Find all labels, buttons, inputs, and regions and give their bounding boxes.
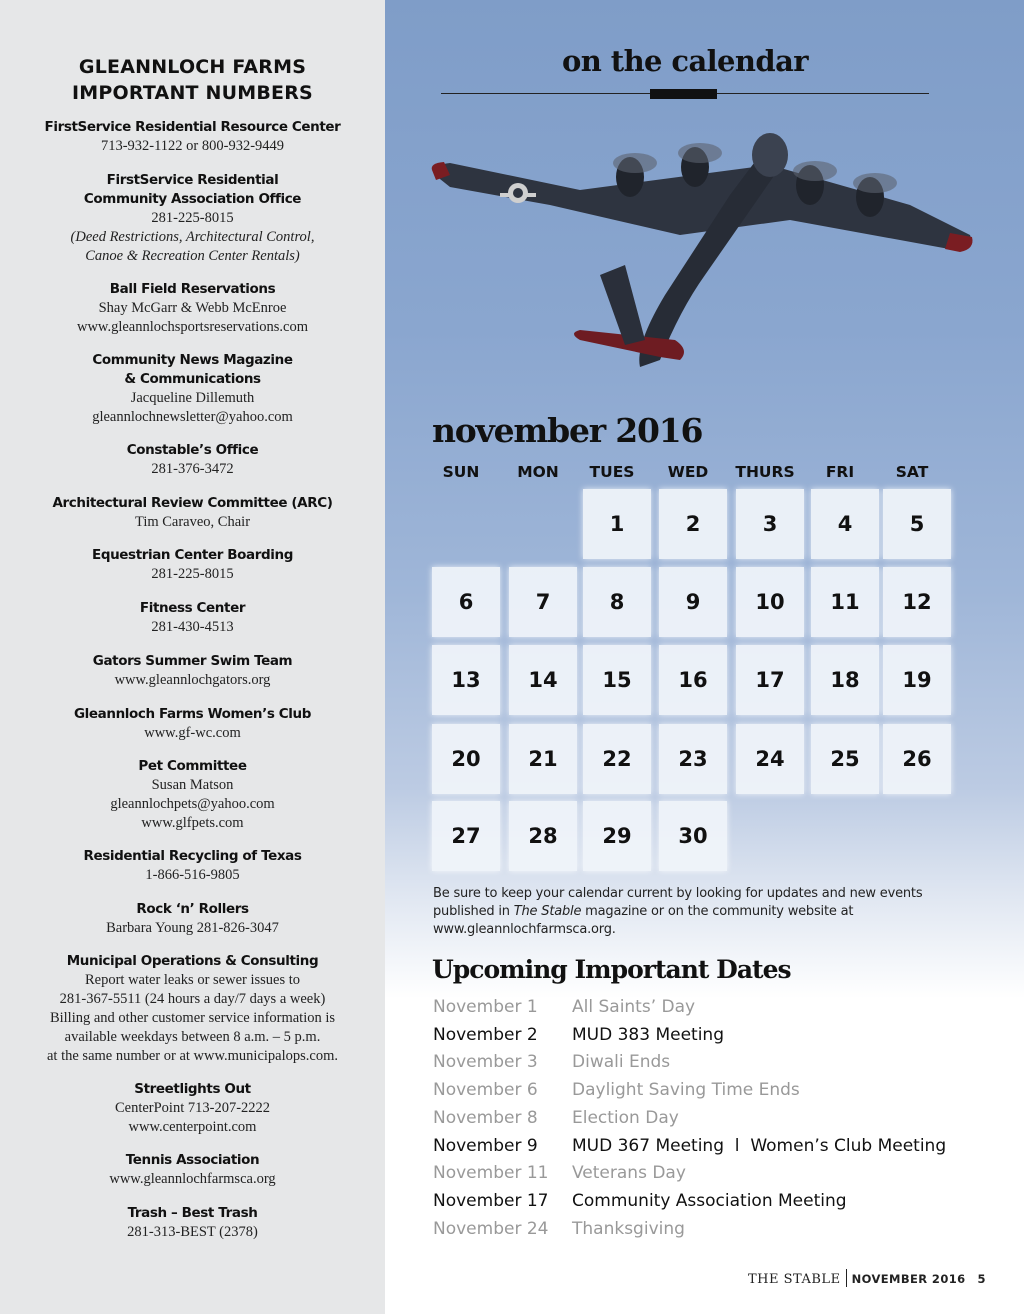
contact-entry [0, 952, 405, 1066]
contact-name: Community News Magazine [92, 352, 293, 368]
calendar-day: 28 [509, 801, 577, 871]
contact-entry [0, 847, 405, 885]
calendar-day: 29 [583, 801, 651, 871]
bomber-airplane-photo [430, 125, 975, 390]
weekday-label: TUES [589, 463, 635, 481]
event-name: Daylight Saving Time Ends [572, 1080, 800, 1101]
contact-entry [0, 494, 405, 532]
weekday-label: MON [517, 463, 559, 481]
event-name: Diwali Ends [572, 1052, 671, 1073]
contact-detail: 281-376-3472 [151, 461, 234, 477]
contact-detail: 281-313-BEST (2378) [127, 1224, 258, 1240]
calendar-day: 16 [659, 645, 727, 715]
calendar-day: 20 [432, 724, 500, 794]
contact-name-cont: Community Association Office [83, 191, 302, 207]
contact-entry [0, 1151, 405, 1189]
event-row [433, 1191, 993, 1217]
footer-issue: NOVEMBER 2016 [851, 1272, 966, 1286]
calendar-day: 5 [883, 489, 951, 559]
calendar-note-publication: The Stable [513, 904, 582, 919]
page-title: on the calendar [562, 44, 808, 78]
calendar-month-title: november 2016 [432, 411, 703, 450]
contact-detail: Report water leaks or sewer issues to [84, 972, 301, 988]
event-date: November 6 [433, 1080, 538, 1101]
contact-entry [0, 599, 405, 637]
contact-detail: Billing and other customer service information is [49, 1010, 336, 1026]
event-date: November 24 [433, 1218, 549, 1239]
event-row [433, 1108, 993, 1134]
event-row [433, 1163, 993, 1189]
event-row [433, 1052, 993, 1078]
contact-name: Fitness Center [139, 600, 246, 616]
event-date: November 17 [433, 1190, 549, 1211]
contact-name: FirstService Residential [106, 172, 279, 188]
event-date: November 1 [433, 997, 538, 1017]
contact-entry [0, 900, 405, 938]
calendar-day: 21 [509, 724, 577, 794]
contact-detail: www.gleannlochgators.org [114, 672, 271, 688]
contact-entry [0, 546, 405, 584]
contact-detail: 1-866-516-9805 [145, 867, 240, 883]
event-row [433, 1136, 993, 1162]
contact-name: Ball Field Reservations [109, 281, 276, 297]
sidebar-heading-line1: GLEANNLOCH FARMS [78, 56, 307, 78]
contact-entry [0, 280, 405, 337]
contact-name: Constable’s Office [126, 442, 259, 458]
footer-separator [846, 1269, 847, 1287]
event-name: Veterans Day [572, 1163, 686, 1184]
contact-name: Equestrian Center Boarding [92, 547, 293, 563]
event-name: MUD 367 Meeting l Women’s Club Meeting [572, 1135, 947, 1156]
contact-detail: www.glfpets.com [141, 815, 244, 831]
calendar-day: 22 [583, 724, 651, 794]
contact-detail: www.centerpoint.com [128, 1119, 257, 1135]
contact-detail: gleannlochpets@yahoo.com [110, 796, 275, 812]
calendar-note-text: Be sure to keep your calendar current by looking for updates and new events published in [433, 886, 923, 919]
contact-name: Pet Committee [138, 758, 247, 774]
contact-entry [0, 171, 405, 266]
contact-detail: gleannlochnewsletter@yahoo.com [92, 409, 293, 425]
contact-entry [0, 652, 405, 690]
calendar-day: 4 [811, 489, 879, 559]
event-name: Thanksgiving [572, 1218, 685, 1239]
calendar-note-text-end: magazine or on the community website at www.gleannlochfarmsca.org. [433, 904, 854, 937]
contact-detail: Shay McGarr & Webb McEnroe [98, 300, 287, 316]
event-name: Election Day [572, 1107, 679, 1128]
calendar-day: 30 [659, 801, 727, 871]
calendar-day: 11 [811, 567, 879, 637]
footer-page-number: 5 [977, 1272, 986, 1286]
sidebar-heading [0, 54, 385, 106]
calendar-day: 17 [736, 645, 804, 715]
contact-entry [0, 118, 405, 156]
contact-name: Gators Summer Swim Team [92, 653, 293, 669]
event-name: Community Association Meeting [572, 1190, 847, 1211]
calendar-day: 9 [659, 567, 727, 637]
contact-name: Architectural Review Committee (ARC) [52, 495, 333, 511]
calendar-day: 25 [811, 724, 879, 794]
event-date: November 9 [433, 1135, 538, 1156]
contact-entry [0, 757, 405, 833]
contact-name: Trash – Best Trash [127, 1205, 258, 1221]
contact-entry [0, 1204, 405, 1242]
calendar-day: 26 [883, 724, 951, 794]
calendar-day: 1 [583, 489, 651, 559]
weekday-label: THURS [735, 463, 795, 481]
calendar-day: 10 [736, 567, 804, 637]
event-date: November 11 [433, 1163, 549, 1184]
contact-name: Residential Recycling of Texas [83, 848, 302, 864]
event-date: November 2 [433, 1024, 538, 1045]
contact-detail: Jacqueline Dillemuth [130, 390, 255, 406]
contact-name: FirstService Residential Resource Center [44, 119, 341, 135]
contact-detail: 281-430-4513 [151, 619, 234, 635]
contact-name: Tennis Association [125, 1152, 260, 1168]
contact-detail: at the same number or at www.municipalops.com. [47, 1048, 338, 1064]
sidebar-heading-line2: IMPORTANT NUMBERS [72, 82, 313, 104]
event-name: All Saints’ Day [572, 997, 696, 1017]
calendar-day: 18 [811, 645, 879, 715]
calendar-day: 19 [883, 645, 951, 715]
event-row [433, 1080, 993, 1106]
calendar-day: 27 [432, 801, 500, 871]
contact-detail: 281-225-8015 [151, 566, 234, 582]
contact-detail: www.gf-wc.com [144, 725, 241, 741]
contact-name: Streetlights Out [134, 1081, 251, 1097]
event-date: November 3 [433, 1052, 538, 1073]
event-row [433, 1219, 993, 1245]
calendar-day: 2 [659, 489, 727, 559]
contact-entry [0, 705, 405, 743]
calendar-day: 14 [509, 645, 577, 715]
weekday-label: SUN [442, 463, 480, 481]
contact-name-cont: & Communications [124, 371, 261, 387]
contact-detail: 281-367-5511 (24 hours a day/7 days a week) [59, 991, 326, 1007]
contact-detail: Barbara Young 281-826-3047 [106, 920, 279, 936]
calendar-day: 8 [583, 567, 651, 637]
contact-detail: www.gleannlochfarmsca.org [109, 1171, 276, 1187]
calendar-day: 13 [432, 645, 500, 715]
contact-name: Gleannloch Farms Women’s Club [73, 706, 311, 722]
calendar-day: 15 [583, 645, 651, 715]
contact-detail: 713-932-1122 or 800-932-9449 [100, 138, 285, 154]
title-divider-accent [650, 89, 717, 99]
footer-publication: THE STABLE [748, 1272, 841, 1287]
event-date: November 8 [433, 1107, 538, 1128]
event-name: MUD 383 Meeting [572, 1024, 724, 1045]
calendar-day: 6 [432, 567, 500, 637]
contact-detail: 281-225-8015 [151, 210, 234, 226]
page-footer [748, 1269, 986, 1287]
calendar-day: 12 [883, 567, 951, 637]
important-numbers-sidebar [0, 0, 385, 1314]
calendar-day: 24 [736, 724, 804, 794]
calendar-day: 23 [659, 724, 727, 794]
contact-note: Canoe & Recreation Center Rentals) [85, 248, 300, 264]
upcoming-dates-title: Upcoming Important Dates [432, 955, 791, 984]
contact-detail: www.gleannlochsportsreservations.com [76, 319, 308, 335]
contact-name: Rock ‘n’ Rollers [136, 901, 249, 917]
contact-detail: CenterPoint 713-207-2222 [114, 1100, 271, 1116]
contact-detail: available weekdays between 8 a.m. – 5 p.m. [64, 1029, 321, 1045]
contact-note: (Deed Restrictions, Architectural Control, [70, 229, 315, 245]
weekday-label: WED [667, 463, 709, 481]
contact-detail: Susan Matson [151, 777, 234, 793]
contact-name: Municipal Operations & Consulting [66, 953, 319, 969]
calendar-note [433, 885, 973, 939]
contact-entry [0, 441, 405, 479]
calendar-day: 3 [736, 489, 804, 559]
event-row [433, 997, 993, 1023]
event-row [433, 1025, 993, 1051]
contact-entry [0, 1080, 405, 1137]
weekday-label: SAT [895, 463, 929, 481]
contact-entry [0, 351, 405, 427]
weekday-label: FRI [825, 463, 855, 481]
calendar-day: 7 [509, 567, 577, 637]
contact-detail: Tim Caraveo, Chair [134, 514, 251, 530]
